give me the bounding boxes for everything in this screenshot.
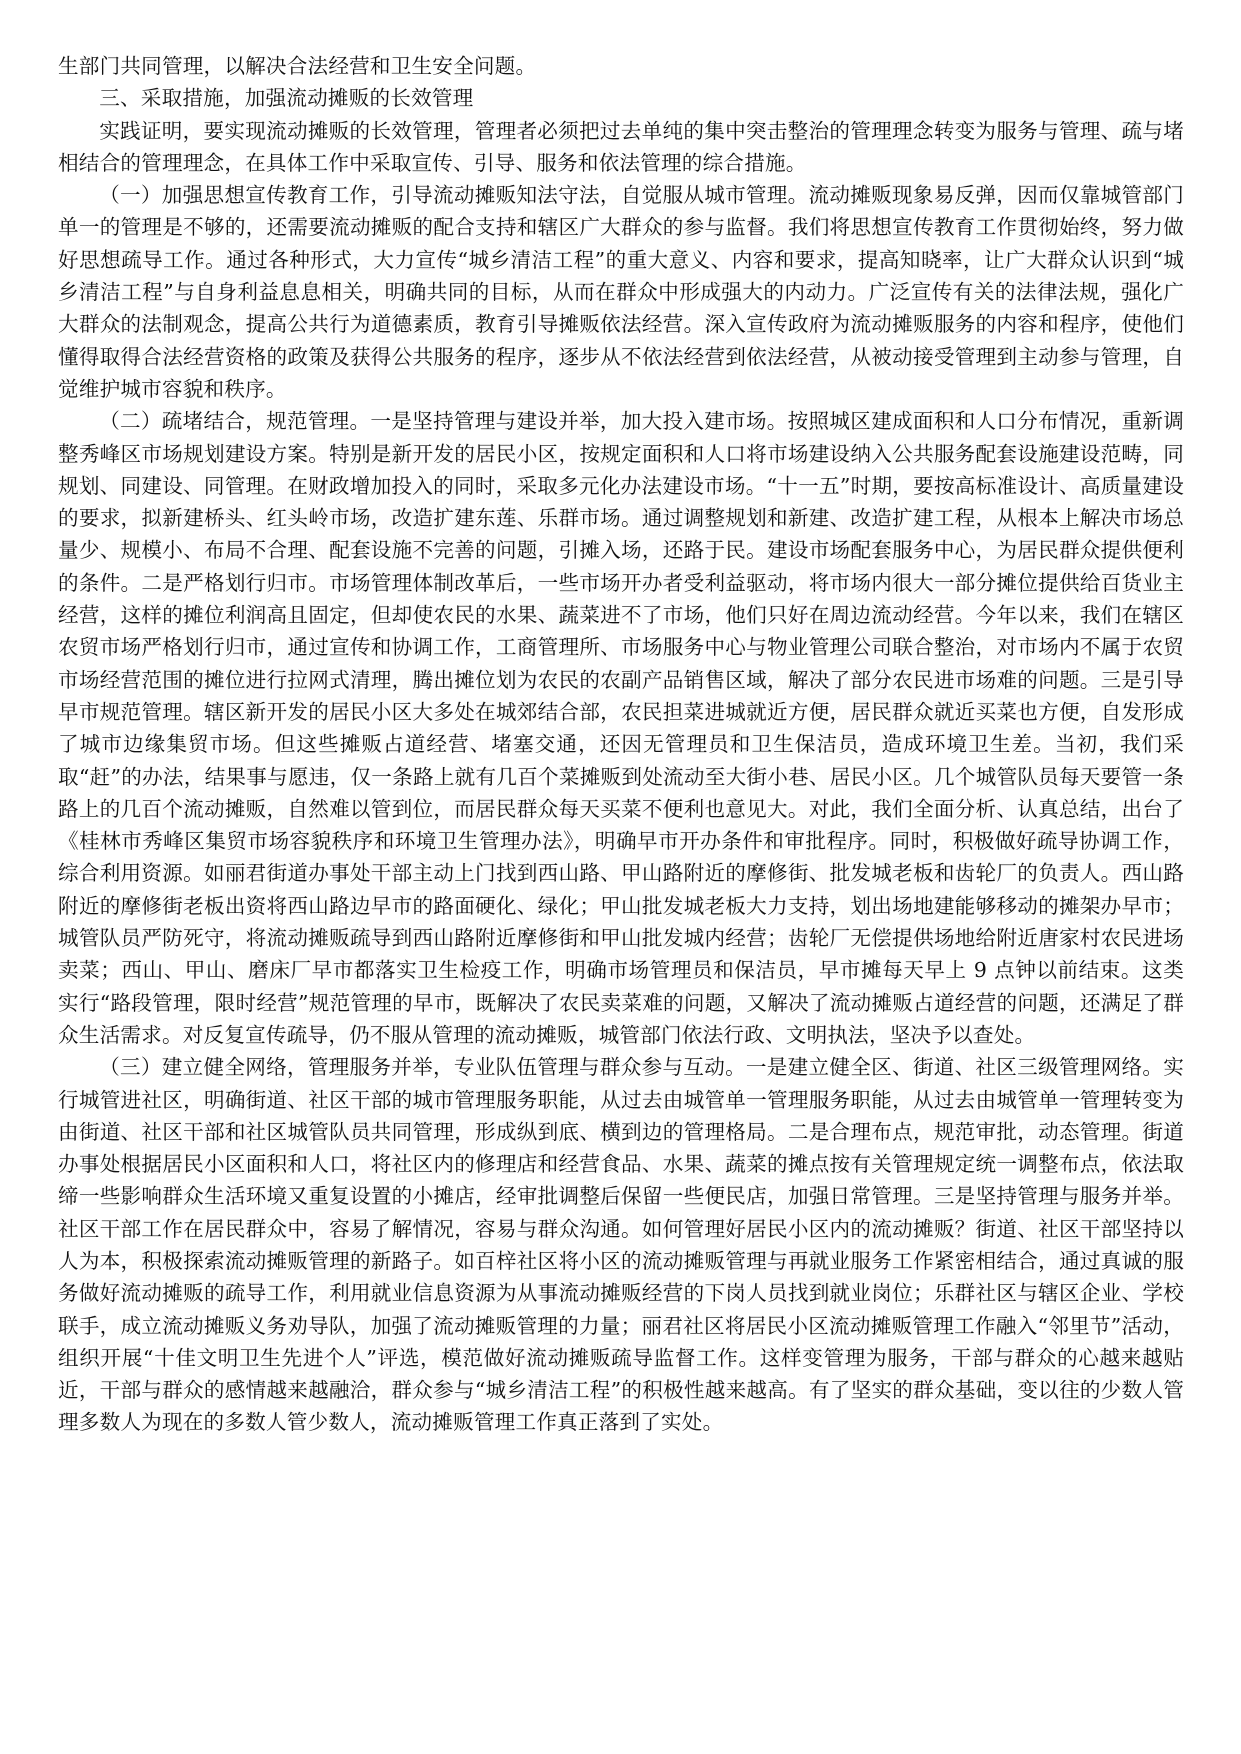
paragraph-management-network: （三）建立健全网络，管理服务并举，专业队伍管理与群众参与互动。一是建立健全区、街道、社区三级管理网络。实行城管进社区，明确街道、社区干部的城市管理服务职能，从过去由城管单一管理服务职能，从过去由城管单一管理转变为由街道、社区干部和社区城管队员共同管理，形成纵到底、横到边的管理格局。二是合理布点，规范审批，动态管理。街道办事处根据居民小区面积和人口，将社区内的修理店和经营食品、水果、蔬菜的摊点按有关管理规定统一调整布点，依法取缔一些影响群众生活环境又重复设置的小摊店，经审批调整后保留一些便民店，加强日常管理。三是坚持管理与服务并举。社区干部工作在居民群众中，容易了解情况，容易与群众沟通。如何管理好居民小区内的流动摊贩？街道、社区干部坚持以人为本，积极探索流动摊贩管理的新路子。如百梓社区将小区的流动摊贩管理与再就业服务工作紧密相结合，通过真诚的服务做好流动摊贩的疏导工作，利用就业信息资源为从事流动摊贩经营的下岗人员找到就业岗位；乐群社区与辖区企业、学校联手，成立流动摊贩义务劝导队，加强了流动摊贩管理的力量；丽君社区将居民小区流动摊贩管理工作融入“邻里节”活动，组织开展“十佳文明卫生先进个人”评选，模范做好流动摊贩疏导监督工作。这样变管理为服务，干部与群众的心越来越贴近，干部与群众的感情越来越融洽，群众参与“城乡清洁工程”的积极性越来越高。有了坚实的群众基础，变以往的少数人管理多数人为现在的多数人管少数人，流动摊贩管理工作真正落到了实处。 xyxy=(58,1055,1184,1435)
document-page xyxy=(58,50,1184,1439)
section-heading: 三、采取措施，加强流动摊贩的长效管理 xyxy=(99,86,474,111)
continuation-paragraph: 生部门共同管理，以解决合法经营和卫生安全问题。 xyxy=(58,54,537,78)
paragraph-publicity-education: （一）加强思想宣传教育工作，引导流动摊贩知法守法，自觉服从城市管理。流动摊贩现象易反弹，因而仅靠城管部门单一的管理是不够的，还需要流动摊贩的配合支持和辖区广大群众的参与监督。我们将思想宣传教育工作贯彻始终，努力做好思想疏导工作。通过各种形式，大力宣传“城乡清洁工程”的重大意义、内容和要求，提高知晓率，让广大群众认识到“城乡清洁工程”与自身利益息息相关，明确共同的目标，从而在群众中形成强大的内动力。广泛宣传有关的法律法规，强化广大群众的法制观念，提高公共行为道德素质，教育引导摊贩依法经营。深入宣传政府为流动摊贩服务的内容和程序，使他们懂得取得合法经营资格的政策及获得公共服务的程序，逐步从不依法经营到依法经营，从被动接受管理到主动参与管理，自觉维护城市容貌和秩序。 xyxy=(58,183,1184,401)
paragraph-regulated-management: （二）疏堵结合，规范管理。一是坚持管理与建设并举，加大投入建市场。按照城区建成面积和人口分布情况，重新调整秀峰区市场规划建设方案。特别是新开发的居民小区，按规定面积和人口将市场建设纳入公共服务配套设施建设范畴，同规划、同建设、同管理。在财政增加投入的同时，采取多元化办法建设市场。“十一五”时期，要按高标准设计、高质量建设的要求，拟新建桥头、红头岭市场，改造扩建东莲、乐群市场。通过调整规划和新建、改造扩建工程，从根本上解决市场总量少、规模小、布局不合理、配套设施不完善的问题，引摊入场，还路于民。建设市场配套服务中心，为居民群众提供便利的条件。二是严格划行归市。市场管理体制改革后，一些市场开办者受利益驱动，将市场内很大一部分摊位提供给百货业主经营，这样的摊位利润高且固定，但却使农民的水果、蔬菜进不了市场，他们只好在周边流动经营。今年以来，我们在辖区农贸市场严格划行归市，通过宣传和协调工作，工商管理所、市场服务中心与物业管理公司联合整治，对市场内不属于农贸市场经营范围的摊位进行拉网式清理，腾出摊位划为农民的农副产品销售区域，解决了部分农民进市场难的问题。三是引导早市规范管理。辖区新开发的居民小区大多处在城郊结合部，农民担菜进城就近方便，居民群众就近买菜也方便，自发形成了城市边缘集贸市场。但这些摊贩占道经营、堵塞交通，还因无管理员和卫生保洁员，造成环境卫生差。当初，我们采取“赶”的办法，结果事与愿违，仅一条路上就有几百个菜摊贩到处流动至大街小巷、居民小区。几个城管队员每天要管一条路上的几百个流动摊贩，自然难以管到位，而居民群众每天买菜不便利也意见大。对此，我们全面分析、认真总结，出台了《桂林市秀峰区集贸市场容貌秩序和环境卫生管理办法》，明确早市开办条件和审批程序。同时，积极做好疏导协调工作，综合利用资源。如丽君街道办事处干部主动上门找到西山路、甲山路附近的摩修街、批发城老板和齿轮厂的负责人。西山路附近的摩修街老板出资将西山路边早市的路面硬化、绿化；甲山批发城老板大力支持，划出场地建能够移动的摊架办早市；城管队员严防死守，将流动摊贩疏导到西山路附近摩修街和甲山批发城内经营；齿轮厂无偿提供场地给附近唐家村农民进场卖菜；西山、甲山、磨床厂早市都落实卫生检疫工作，明确市场管理员和保洁员，早市摊每天早上 9 点钟以前结束。这类实行“路段管理，限时经营”规范管理的早市，既解决了农民卖菜难的问题，又解决了流动摊贩占道经营的问题，还满足了群众生活需求。对反复宣传疏导，仍不服从管理的流动摊贩，城管部门依法行政、文明执法，坚决予以查处。 xyxy=(58,409,1184,1047)
intro-paragraph: 实践证明，要实现流动摊贩的长效管理，管理者必须把过去单纯的集中突击整治的管理理念转变为服务与管理、疏与堵相结合的管理理念，在具体工作中采取宣传、引导、服务和依法管理的综合措施。 xyxy=(58,118,1184,175)
